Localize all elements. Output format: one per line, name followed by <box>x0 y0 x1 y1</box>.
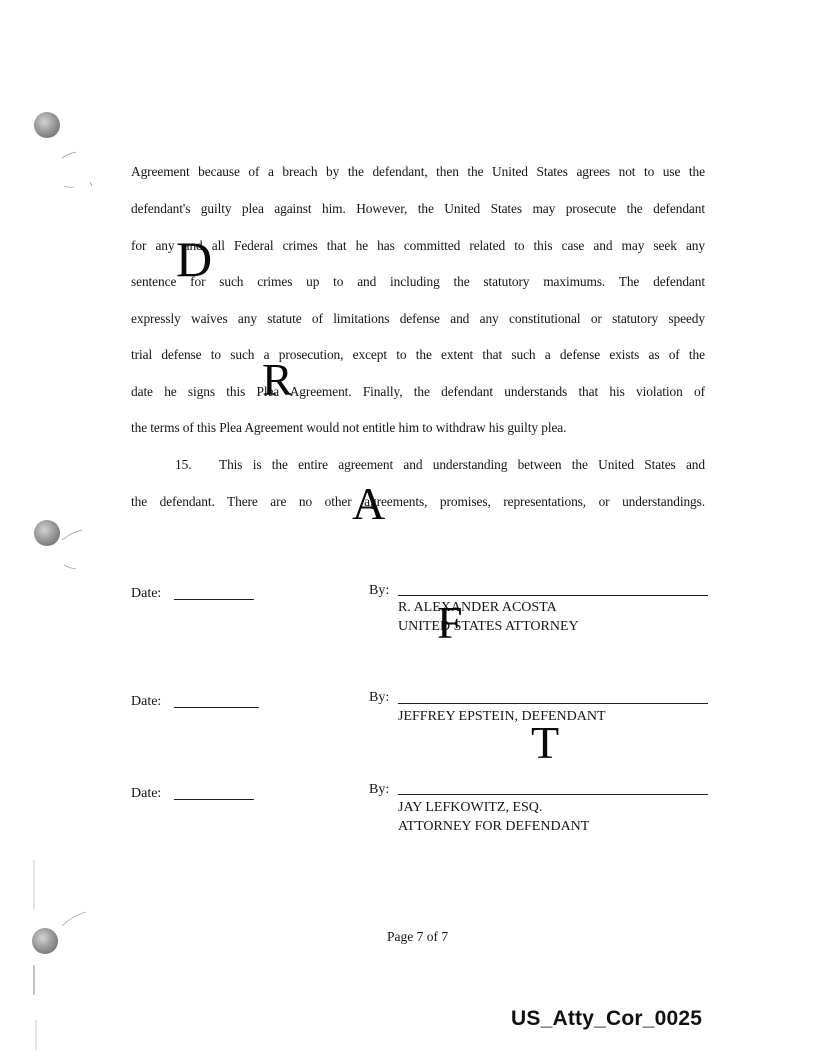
signature-3-date-line <box>174 799 254 800</box>
body-line-5: expressly waives any statute of limitations defense and any constitutional or statutory speedy <box>131 311 705 326</box>
signature-1-date-line <box>174 599 254 600</box>
bates-number: US_Atty_Cor_0025 <box>511 1007 703 1030</box>
body-line-6: trial defense to such a prosecution, except to the extent that such a defense exists as of the <box>131 347 705 362</box>
body-line-1: Agreement because of a breach by the defendant, then the United States agrees not to use the <box>131 164 705 179</box>
body-line-3: for any and all Federal crimes that he has committed related to this case and may seek any <box>131 238 705 253</box>
paragraph-15-number: 15. <box>175 457 192 472</box>
draft-stamp-letter-f: F <box>437 597 463 648</box>
draft-stamp-letter-r: R <box>262 354 293 405</box>
body-line-8: the terms of this Plea Agreement would not entitle him to withdraw his guilty plea. <box>131 420 567 435</box>
signature-2-by-label: By: <box>369 690 390 705</box>
signature-2-by-line <box>398 703 708 704</box>
signature-1-title: UNITED STATES ATTORNEY <box>398 619 579 634</box>
signature-2-name: JEFFREY EPSTEIN, DEFENDANT <box>398 709 606 724</box>
signature-2-date-label: Date: <box>131 694 162 709</box>
paragraph-15-line-2: the defendant. There are no other agreements, promises, representations, or understandings. <box>131 494 705 509</box>
body-line-7: date he signs this Plea Agreement. Finally, the defendant understands that his violation of <box>131 384 705 399</box>
signature-3-date-label: Date: <box>131 786 162 801</box>
paragraph-15-line-1: This is the entire agreement and understanding between the United States and <box>219 457 705 472</box>
body-line-4: sentence for such crimes up to and including the statutory maximums. The defendant <box>131 274 705 289</box>
signature-3-by-label: By: <box>369 782 390 797</box>
body-line-2: defendant's guilty plea against him. However, the United States may prosecute the defendant <box>131 201 705 216</box>
signature-1-date-label: Date: <box>131 586 162 601</box>
signature-1-name: R. ALEXANDER ACOSTA <box>398 600 557 615</box>
signature-1-by-label: By: <box>369 583 390 598</box>
scan-artifacts <box>0 0 110 1056</box>
draft-stamp-letter-d: D <box>176 231 213 287</box>
page-number: Page 7 of 7 <box>387 929 449 944</box>
signature-1-by-line <box>398 595 708 596</box>
signature-3-by-line <box>398 794 708 795</box>
signature-3-name: JAY LEFKOWITZ, ESQ. <box>398 800 543 815</box>
signature-2-date-line <box>174 707 259 708</box>
draft-stamp-letter-a: A <box>352 478 386 529</box>
draft-stamp-letter-t: T <box>531 717 560 768</box>
signature-3-title: ATTORNEY FOR DEFENDANT <box>398 819 590 834</box>
